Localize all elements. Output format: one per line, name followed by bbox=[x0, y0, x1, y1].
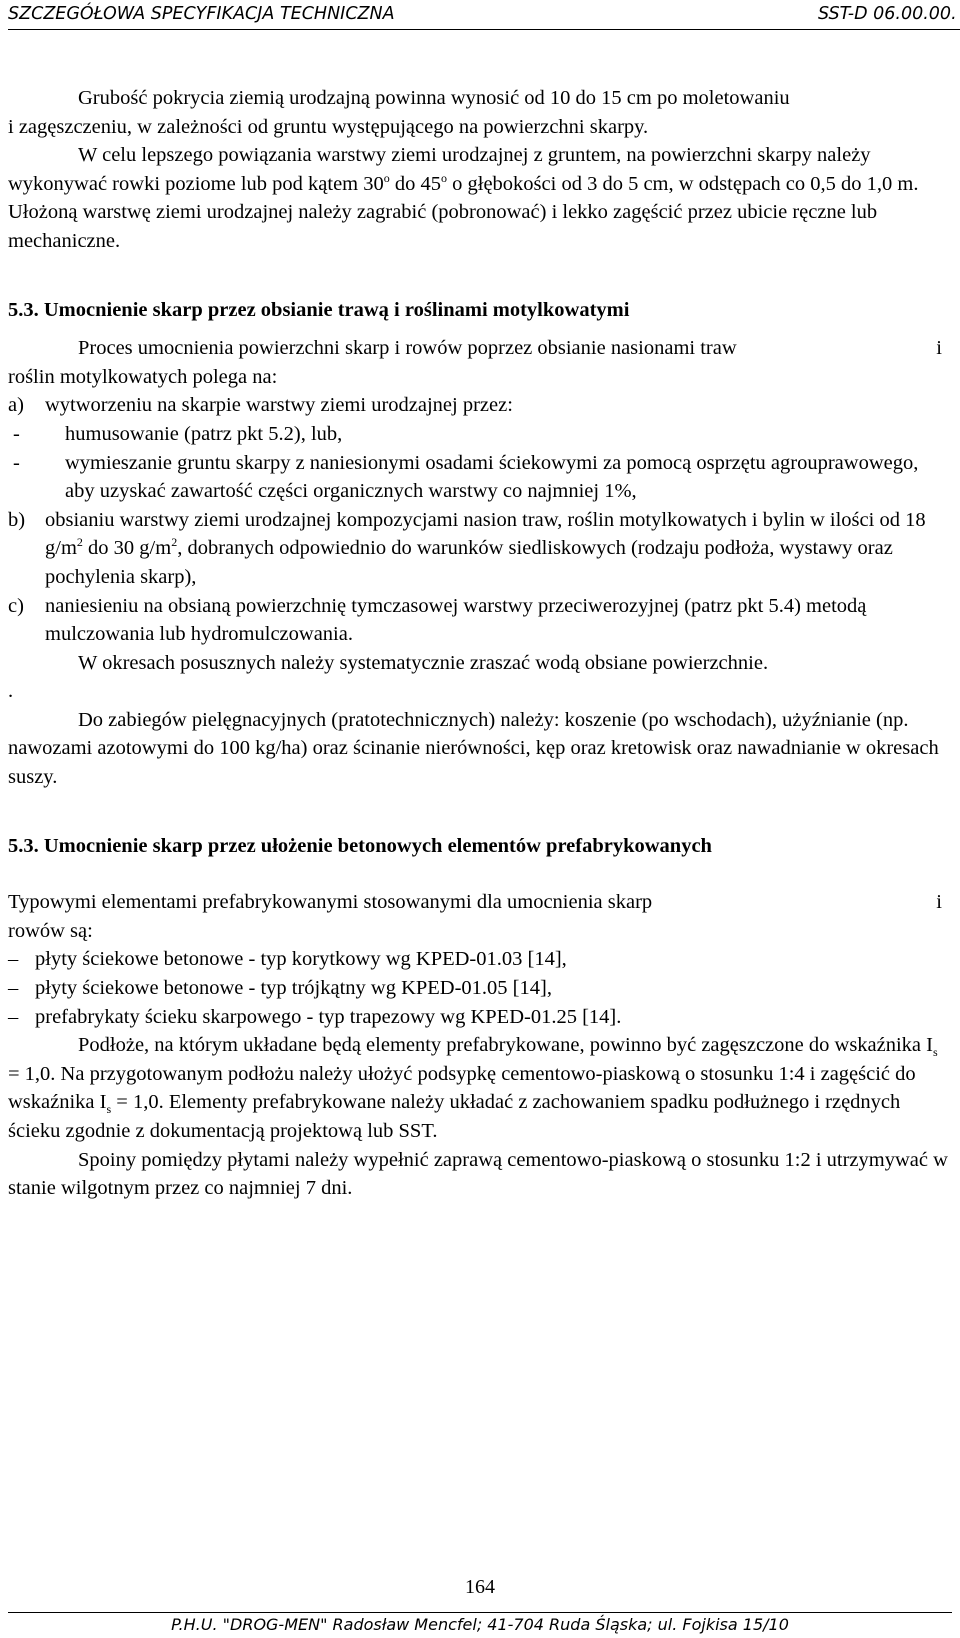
list-item-a1: - humusowanie (patrz pkt 5.2), lub, bbox=[13, 422, 343, 445]
section-heading-prefab: 5.3. Umocnienie skarp przez ułożenie betonowych elementów prefabrykowanych bbox=[8, 834, 712, 857]
page-header bbox=[8, 0, 960, 28]
seeding-intro-continued: roślin motylkowatych polega na: bbox=[8, 365, 278, 388]
stray-dot: . bbox=[8, 680, 14, 703]
prefab-list-item: – płyty ściekowe betonowe - typ korytkowy wg KPED-01.03 [14], bbox=[8, 945, 952, 974]
prefab-intro-continued: rowów są: bbox=[8, 919, 93, 942]
paragraph-joints: Spoiny pomiędzy płytami należy wypełnić zaprawą cementowo-piaskową o stosunku 1:2 i utrzymywać w stanie wilgotnym przez co najmniej 7 dni. bbox=[8, 1148, 948, 1200]
document-title: SZCZEGÓŁOWA SPECYFIKACJA TECHNICZNA bbox=[8, 4, 395, 24]
list-item-c: c) naniesieniu na obsianą powierzchnię tymczasowej warstwy przeciwerozyjnej (patrz pkt 5.4) metodą mulczowania lub hydromulczowania. bbox=[8, 594, 867, 646]
paragraph-topsoil-thickness: Grubość pokrycia ziemią urodzajną powinna wynosić od 10 do 15 cm po moletowaniu i zagęszczeniu, w zależności od gruntu występującego na powierzchni skarpy. bbox=[8, 87, 790, 138]
header-rule bbox=[8, 29, 960, 30]
bullet-dash: – bbox=[8, 1005, 19, 1028]
bullet-dash: – bbox=[8, 948, 19, 971]
document-body bbox=[8, 84, 952, 1203]
paragraph-care: Do zabiegów pielęgnacyjnych (pratotechnicznych) należy: koszenie (po wschodach), użyźnianie (np. nawozami azotowymi do 100 kg/ha) oraz ścinanie nierówności, kęp oraz kretowisk oraz nawadnianie w okresach suszy. bbox=[8, 708, 939, 789]
list-item-a: a) wytworzeniu na skarpie warstwy ziemi urodzajnej przez: bbox=[8, 394, 513, 417]
paragraph-base: Podłoże, na którym układane będą elementy prefabrykowane, powinno być zagęszczone do wskaźnika $I_s = 1,0$. Na przygotowanym podłożu należy ułożyć podsypkę cementowo-piaskową o stosunku 1:4 i zagęścić do wskaźnika $I_s = 1,0$. Elementy prefabrykowane należy układać z zachowaniem spadku podłużnego i rzędnych ścieku zgodnie z dokumentacją projektową lub SST. bbox=[8, 1034, 938, 1142]
page-footer: P.H.U. "DROG-MEN" Radosław Mencfel; 41-704 Ruda Śląska; ul. Fojkisa 15/10 bbox=[171, 1615, 789, 1634]
list-item-b: b) obsianiu warstwy ziemi urodzajnej kompozycjami nasion traw, roślin motylkowatych i bylin w ilości od 18 $g/m^2$ do 30 $g/m^2$, dobranych odpowiednio do warunków siedliskowych (rodzaju podłoża, wystawy oraz pochylenia skarp), bbox=[8, 508, 926, 588]
section-heading-seeding: 5.3. Umocnienie skarp przez obsianie trawą i roślinami motylkowatymi bbox=[8, 298, 630, 321]
prefab-list-item: – prefabrykaty ścieku skarpowego - typ trapezowy wg KPED-01.25 [14]. bbox=[8, 1003, 952, 1032]
paragraph-watering: W okresach posusznych należy systematycznie zraszać wodą obsiane powierzchnie. bbox=[78, 651, 769, 674]
page-number: 164 bbox=[465, 1576, 495, 1598]
document-code: SST-D 06.00.00. bbox=[818, 4, 957, 24]
paragraph-grooves: W celu lepszego powiązania warstwy ziemi urodzajnej z gruntem, na powierzchni skarpy należy wykonywać rowki poziome lub pod kątem 30$^o$ do 45$^o$ o głębokości od 3 do 5 cm, w odstępach co 0,5 do 1,0 m. Ułożoną warstwę ziemi urodzajnej należy zagrabić (pobronować) i lekko zagęścić przez ubicie ręczne lub mechaniczne. bbox=[8, 144, 919, 252]
footer-rule bbox=[8, 1612, 952, 1613]
bullet-dash: – bbox=[8, 977, 19, 1000]
prefab-list-item: – płyty ściekowe betonowe - typ trójkątny wg KPED-01.05 [14], bbox=[8, 974, 952, 1003]
list-item-a2: - wymieszanie gruntu skarpy z naniesionymi osadami ściekowymi za pomocą osprzętu agrouprawowego, aby uzyskać zawartość części organicznych warstwy co najmniej 1%, bbox=[13, 451, 919, 503]
prefab-intro-line: Typowymi elementami prefabrykowanymi stosowanymi dla umocnienia skarp i bbox=[8, 891, 942, 914]
seeding-intro-line: Proces umocnienia powierzchni skarp i rowów poprzez obsianie nasionami traw i bbox=[78, 337, 942, 360]
